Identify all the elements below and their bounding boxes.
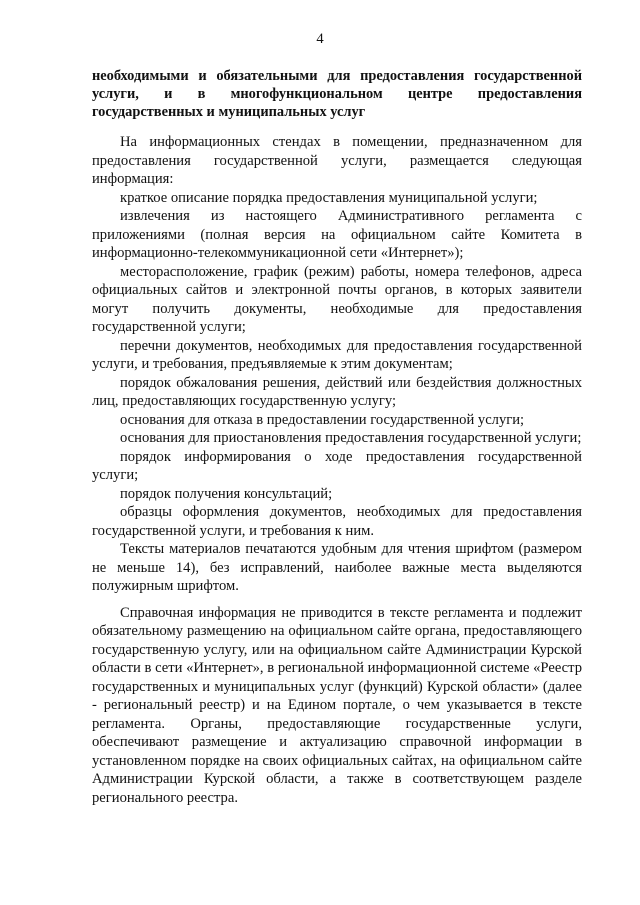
list-item: месторасположение, график (режим) работы, номера телефонов, адреса официальных сайтов и электронной почты органов, в которых заявители могут получить документы, необходимые для предоставления государственной услуги; xyxy=(92,263,582,335)
reference-info-paragraph: Справочная информация не приводится в тексте регламента и подлежит обязательному размещению на официальном сайте органа, предоставляющего государственную услугу, или на официальном сайте Администрации Курской области в сети «Интернет», в региональной информационной системе «Реестр государственных и муниципальных услуг (функций) Курской области» (далее - региональный реестр) и на Едином портале, о чем указывается в тексте регламента. Органы, предоставляющие государственные услуги, обеспечивают размещение и актуализацию справочной информации в установленном порядке на своих официальных сайтах, на официальном сайте Администрации Курской области, а также в соответствующем разделе регионального реестра. xyxy=(92,604,582,806)
intro-paragraph: На информационных стендах в помещении, предназначенном для предоставления государственной услуги, размещается следующая информация: xyxy=(92,134,582,187)
list-item: основания для приостановления предоставления государственной услуги; xyxy=(120,430,582,446)
list-item: извлечения из настоящего Административного регламента с приложениями (полная версия на официальном сайте Комитета в информационно-телекоммуникационной сети «Интернет»); xyxy=(92,208,582,261)
list-item: порядок информирования о ходе предоставления государственной услуги; xyxy=(92,448,582,483)
list-item: порядок обжалования решения, действий или бездействия должностных лиц, предоставляющих государственную услугу; xyxy=(92,374,582,409)
list-item: краткое описание порядка предоставления муниципальной услуги; xyxy=(120,189,538,206)
page-number: 4 xyxy=(316,31,324,47)
section-heading: необходимыми и обязательными для предоставления государственной услуги, и в многофункциональном центре предоставления государственных и муниципальных услуг xyxy=(92,68,582,120)
info-items-list xyxy=(92,189,582,541)
list-item: образцы оформления документов, необходимых для предоставления государственной услуги, и требования к ним. xyxy=(92,504,582,539)
list-item: основания для отказа в предоставлении государственной услуги; xyxy=(120,411,525,428)
body-text xyxy=(92,133,582,807)
list-item: порядок получения консультаций; xyxy=(120,485,333,502)
list-item: перечни документов, необходимых для предоставления государственной услуги, и требования, предъявляемые к этим документам; xyxy=(92,337,582,372)
font-requirements-paragraph: Тексты материалов печатаются удобным для чтения шрифтом (размером не меньше 14), без исправлений, наиболее важные места выделяются полужирным шрифтом. xyxy=(92,541,582,594)
